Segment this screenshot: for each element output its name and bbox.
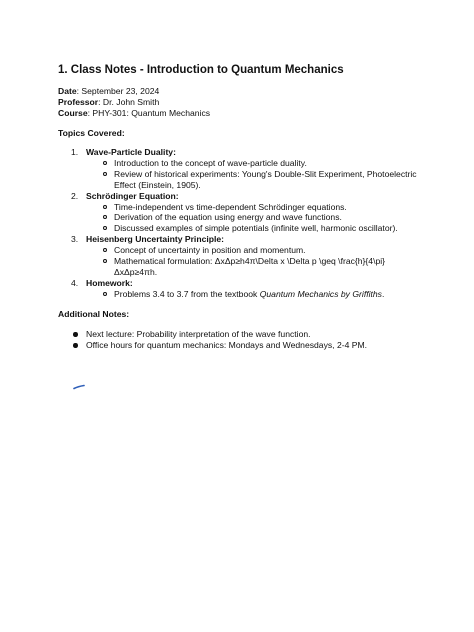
- bullet-dot-icon: [73, 343, 78, 348]
- subtopic-item: [58, 169, 438, 191]
- subtopic-text: Time-independent vs time-dependent Schrödinger equations.: [114, 201, 347, 212]
- professor-value: : Dr. John Smith: [98, 97, 160, 107]
- course-meta: [58, 86, 210, 119]
- topic-item: [58, 278, 438, 289]
- homework-prefix: Problems 3.4 to 3.7 from the textbook: [114, 288, 260, 299]
- topics-list: [58, 147, 438, 300]
- subtopic-item: [58, 202, 438, 213]
- note-text: Next lecture: Probability interpretation of the wave function.: [86, 329, 311, 339]
- circle-bullet-icon: [103, 205, 107, 209]
- professor-line: [58, 97, 210, 108]
- textbook-title: Quantum Mechanics by Griffiths: [259, 288, 382, 299]
- note-text: Office hours for quantum mechanics: Mondays and Wednesdays, 2-4 PM.: [86, 340, 368, 350]
- professor-label: Professor: [58, 97, 99, 107]
- subtopic-text: Introduction to the concept of wave-particle duality.: [114, 157, 307, 168]
- note-item: [58, 329, 438, 340]
- course-line: [58, 108, 210, 119]
- topic-number: 3.: [71, 234, 79, 245]
- topic-number: 1.: [71, 147, 79, 157]
- circle-bullet-icon: [103, 226, 107, 230]
- note-item: [58, 340, 438, 351]
- subtopic-item: [58, 245, 438, 256]
- notes-list: [58, 329, 438, 351]
- subtopic-text: Derivation of the equation using energy and wave functions.: [114, 212, 342, 223]
- bullet-dot-icon: [73, 332, 78, 337]
- topic-item: [58, 234, 438, 245]
- circle-bullet-icon: [103, 248, 107, 252]
- topic-item: [58, 147, 438, 158]
- subtopic-item: [58, 289, 438, 300]
- topic-number: 2.: [71, 190, 79, 201]
- topic-number: 4.: [71, 277, 79, 288]
- subtopic-text: Concept of uncertainty in position and momentum.: [114, 245, 306, 256]
- topic-title: Homework:: [86, 277, 133, 288]
- subtopic-item: [58, 256, 438, 278]
- course-label: Course: [58, 108, 88, 118]
- date-label: Date: [58, 86, 77, 96]
- date-line: [58, 86, 210, 97]
- subtopic-item: [58, 212, 438, 223]
- topic-title: Heisenberg Uncertainty Principle:: [86, 234, 225, 245]
- subtopic-item: [58, 158, 438, 169]
- date-value: : September 23, 2024: [76, 86, 160, 96]
- page-title: 1. Class Notes - Introduction to Quantum Mechanics: [58, 64, 344, 76]
- circle-bullet-icon: [103, 161, 107, 165]
- circle-bullet-icon: [103, 292, 107, 296]
- subtopic-text: Mathematical formulation: ΔxΔp≥h4π\Delta x \Delta p \geq \frac{h}{4\pi}ΔxΔp≥4πh.: [114, 256, 386, 277]
- notes-heading: Additional Notes:: [58, 309, 130, 319]
- topics-heading: Topics Covered:: [58, 128, 125, 138]
- subtopic-item: [58, 223, 438, 234]
- subtopic-text: Discussed examples of simple potentials (infinite well, harmonic oscillator).: [114, 223, 398, 234]
- topic-item: [58, 191, 438, 202]
- homework-suffix: .: [381, 288, 385, 299]
- topic-title: Schrödinger Equation:: [86, 190, 179, 201]
- course-value: : PHY-301: Quantum Mechanics: [87, 108, 211, 118]
- topic-title: Wave-Particle Duality:: [86, 147, 176, 157]
- circle-bullet-icon: [103, 215, 107, 219]
- subtopic-text: Review of historical experiments: Young's Double-Slit Experiment, Photoelectric Effect (Einstein, 1905).: [114, 168, 417, 190]
- circle-bullet-icon: [103, 172, 107, 176]
- pen-mark-icon: [73, 384, 85, 390]
- circle-bullet-icon: [103, 259, 107, 263]
